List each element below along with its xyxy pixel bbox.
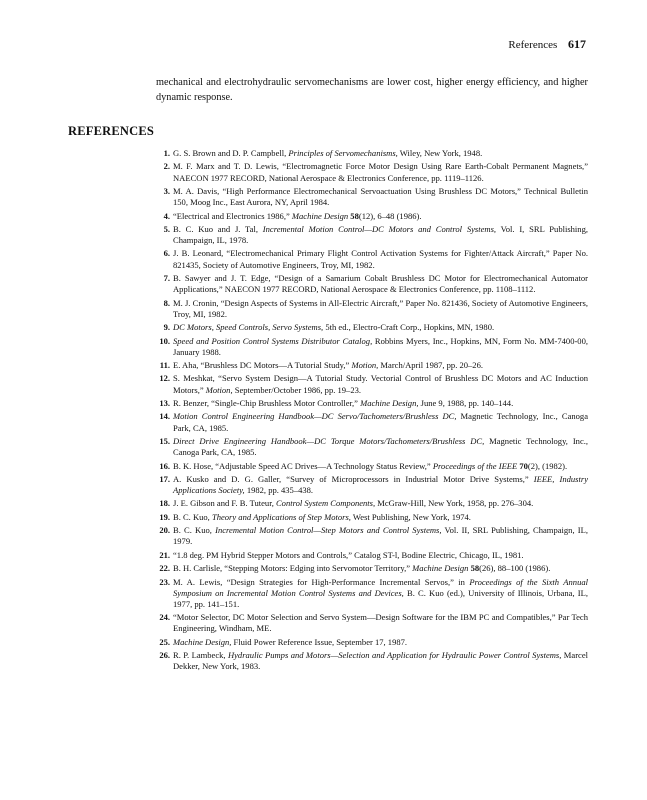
reference-number: 3. <box>163 185 170 196</box>
reference-text: Theory and Applications of Step Motors, <box>211 511 351 522</box>
reference-text: R. P. Lambeck, <box>173 650 228 661</box>
reference-number: 25. <box>159 636 170 647</box>
page-number: 617 <box>568 37 586 51</box>
reference-text: A. Kusko and D. G. Galler, “Survey of Microprocessors in Industrial Motor Drive Systems,” <box>173 473 534 484</box>
reference-item <box>160 637 588 648</box>
running-header-section: References <box>508 39 558 51</box>
reference-text: M. A. Davis, “High Performance Electromechanical Servoactuation Using Brushless DC Motors,” Technical Bulletin 150, Moog Inc., East Aurora, NY, April 1984. <box>173 185 588 208</box>
reference-number: 9. <box>163 322 170 333</box>
reference-text: “1.8 deg. PM Hybrid Stepper Motors and Controls,” Catalog ST-l, Bodine Electric, Chicago, IL, 1981. <box>173 549 524 560</box>
reference-item <box>160 398 588 409</box>
reference-text: (12), 6–48 (1986). <box>358 210 422 221</box>
reference-number: 13. <box>159 398 170 408</box>
reference-text: Vol. II, SRL Publishing, Champaign, IL, 1979. <box>173 525 588 547</box>
reference-number: 10. <box>159 335 170 346</box>
reference-text: J. E. Gibson and F. B. Tuteur, <box>173 498 276 509</box>
references-heading: REFERENCES <box>68 124 155 138</box>
reference-text: B. H. Carlisle, “Stepping Motors: Edging into Servomotor Territory,” <box>173 563 413 574</box>
reference-number: 6. <box>163 248 170 259</box>
reference-text: Magnetic Technology, Inc., Canoga Park, CA, 1985. <box>173 411 588 433</box>
reference-text: Motion Control Engineering Handbook—DC Servo/Tachometers/Brushless DC, <box>173 411 457 422</box>
reference-text: West Publishing, New York, 1974. <box>350 511 471 522</box>
reference-item <box>160 273 588 295</box>
reference-text: E. Aha, “Brushless DC Motors—A Tutorial Study,” <box>173 360 352 371</box>
reference-text: M. F. Marx and T. D. Lewis, “Electromagnetic Force Motor Design Using Rare Earth-Cobalt Permanent Magnets,” NAECON 1977 RECORD, National Aerospace & Electronics Conference, pp. 1119–1126. <box>173 161 588 183</box>
reference-text: (26), 88–100 (1986). <box>479 563 551 574</box>
reference-text: B. C. Kuo and J. Tal, <box>173 223 263 234</box>
reference-item <box>160 211 588 222</box>
reference-number: 24. <box>159 612 170 623</box>
reference-text: 58 <box>350 210 359 221</box>
reference-text: IEEE, Industry Applications Society, <box>173 473 588 496</box>
reference-number: 19. <box>159 511 170 522</box>
reference-number: 2. <box>163 161 170 172</box>
reference-text: Wiley, New York, 1948. <box>397 148 483 158</box>
reference-item <box>160 186 588 208</box>
reference-item <box>160 148 588 159</box>
reference-item <box>160 577 588 610</box>
reference-text: September/October 1986, pp. 19–23. <box>232 384 362 395</box>
reference-item <box>160 411 588 433</box>
intro-paragraph: mechanical and electrohydraulic servomechanisms are lower cost, higher energy efficiency, and higher dynamic response. <box>156 77 588 103</box>
reference-item <box>160 563 588 574</box>
reference-number: 1. <box>163 148 170 158</box>
reference-text: M. A. Lewis, “Design Strategies for High-Performance Incremental Servos,” in <box>173 576 470 587</box>
reference-text: J. B. Leonard, “Electromechanical Primary Flight Control Activation Systems for Fighter/Attack Aircraft,” Paper No. 821435, Society of Automotive Engineers, Troy, MI, 1982. <box>173 248 588 270</box>
reference-text: Machine Design <box>412 563 469 574</box>
reference-text: DC Motors, Speed Controls, Servo Systems, <box>173 322 324 333</box>
reference-number: 20. <box>159 525 170 536</box>
reference-item <box>160 373 588 395</box>
reference-text: 1982, pp. 435–438. <box>244 485 314 496</box>
reference-text: Marcel Dekker, New York, 1983. <box>173 650 589 672</box>
reference-number: 8. <box>163 297 170 308</box>
reference-text: 58 <box>470 563 480 574</box>
reference-number: 17. <box>159 473 170 484</box>
reference-text: 70 <box>519 460 528 471</box>
reference-text: Control System Components, <box>275 498 376 509</box>
reference-number: 12. <box>159 373 170 384</box>
reference-text: Vol. I, SRL Publishing, Champaign, IL, 1978. <box>173 223 588 246</box>
running-header <box>508 37 586 52</box>
reference-item <box>160 498 588 509</box>
reference-text: Proceedings of the Sixth Annual Symposium on Incremental Motion Control Systems and Devices, <box>173 576 588 598</box>
reference-item <box>160 360 588 371</box>
reference-item <box>160 474 588 496</box>
reference-text: S. Meshkat, “Servo System Design—A Tutorial Study. Vectorial Control of Brushless DC Motors and AC Induction Motors,” <box>173 373 588 395</box>
reference-text: M. J. Cronin, “Design Aspects of Systems in All-Electric Aircraft,” Paper No. 821436, Society of Automotive Engineers, Troy, MI, 1982. <box>173 297 588 319</box>
reference-text: Machine Design <box>291 210 349 221</box>
reference-number: 11. <box>159 360 170 371</box>
reference-text: Direct Drive Engineering Handbook—DC Torque Motors/Tachometers/Brushless DC, <box>173 435 485 446</box>
reference-text: Machine Design, <box>173 636 232 647</box>
reference-number: 16. <box>159 460 170 471</box>
reference-number: 23. <box>159 576 170 587</box>
reference-text: B. C. Kuo, <box>173 525 216 536</box>
reference-number: 7. <box>163 273 170 283</box>
reference-item <box>160 461 588 472</box>
reference-text: Proceedings of the IEEE <box>432 460 518 471</box>
reference-item <box>160 248 588 270</box>
reference-number: 21. <box>159 549 170 560</box>
reference-text: Motion, <box>205 384 233 395</box>
reference-text: “Electrical and Electronics 1986,” <box>173 210 292 221</box>
reference-item <box>160 298 588 320</box>
reference-text: Robbins Myers, Inc., Hopkins, MN, Form No. MM-7400-00, January 1988. <box>173 335 588 357</box>
reference-text: G. S. Brown and D. P. Campbell, <box>173 148 289 158</box>
reference-text: Speed and Position Control Systems Distributor Catalog, <box>173 335 373 346</box>
reference-number: 4. <box>163 210 170 221</box>
reference-list <box>160 148 588 675</box>
reference-item <box>160 550 588 561</box>
reference-item <box>160 525 588 547</box>
reference-text: Principles of Servomechanisms, <box>288 148 398 158</box>
reference-text: Magnetic Technology, Inc., Canoga Park, CA, 1985. <box>173 435 589 458</box>
reference-item <box>160 612 588 634</box>
reference-item <box>160 336 588 358</box>
reference-text: B. K. Hose, “Adjustable Speed AC Drives—A Technology Status Review,” <box>173 460 433 471</box>
reference-text: Hydraulic Pumps and Motors—Selection and Application for Hydraulic Power Control Systems, <box>227 650 562 661</box>
reference-text: McGraw-Hill, New York, 1958, pp. 276–304. <box>375 498 534 509</box>
reference-number: 14. <box>159 411 170 422</box>
reference-text: “Motor Selector, DC Motor Selection and Servo System—Design Software for the IBM PC and Compatibles,” Par Tech Engineering, Windham, ME. <box>173 612 588 634</box>
reference-item <box>160 161 588 183</box>
reference-text: R. Benzer, “Single-Chip Brushless Motor Controller,” <box>173 398 361 408</box>
reference-item <box>160 512 588 523</box>
reference-number: 18. <box>159 498 170 509</box>
reference-item <box>160 650 588 672</box>
reference-text: (2), (1982). <box>527 460 568 471</box>
reference-text: Incremental Motion Control—DC Motors and Control Systems, <box>262 223 497 234</box>
reference-text: June 9, 1988, pp. 140–144. <box>418 398 514 408</box>
reference-text: B. C. Kuo (ed.), University of Illinois, Urbana, IL, 1977, pp. 141–151. <box>173 587 588 609</box>
reference-text: B. C. Kuo, <box>173 511 212 522</box>
reference-number: 26. <box>159 650 170 661</box>
reference-text: B. Sawyer and J. T. Edge, “Design of a Samarium Cobalt Brushless DC Motor for Electromechanical Automator Applications,” NAECON 1977 RECORD, National Aerospace & Electronics Conference, pp. 1108–1112. <box>173 273 588 295</box>
reference-number: 22. <box>159 563 170 574</box>
reference-text: Fluid Power Reference Issue, September 17, 1987. <box>231 636 408 647</box>
reference-text: Motion, <box>351 360 379 371</box>
reference-item <box>160 436 588 458</box>
reference-text: Machine Design, <box>360 398 419 408</box>
reference-text: Incremental Motion Control—Step Motors and Control Systems, <box>215 525 442 536</box>
reference-text: 5th ed., Electro-Craft Corp., Hopkins, MN, 1980. <box>323 322 495 333</box>
reference-item <box>160 224 588 246</box>
reference-number: 15. <box>159 435 170 446</box>
reference-text: March/April 1987, pp. 20–26. <box>378 360 483 371</box>
reference-item <box>160 322 588 333</box>
reference-number: 5. <box>163 223 170 234</box>
